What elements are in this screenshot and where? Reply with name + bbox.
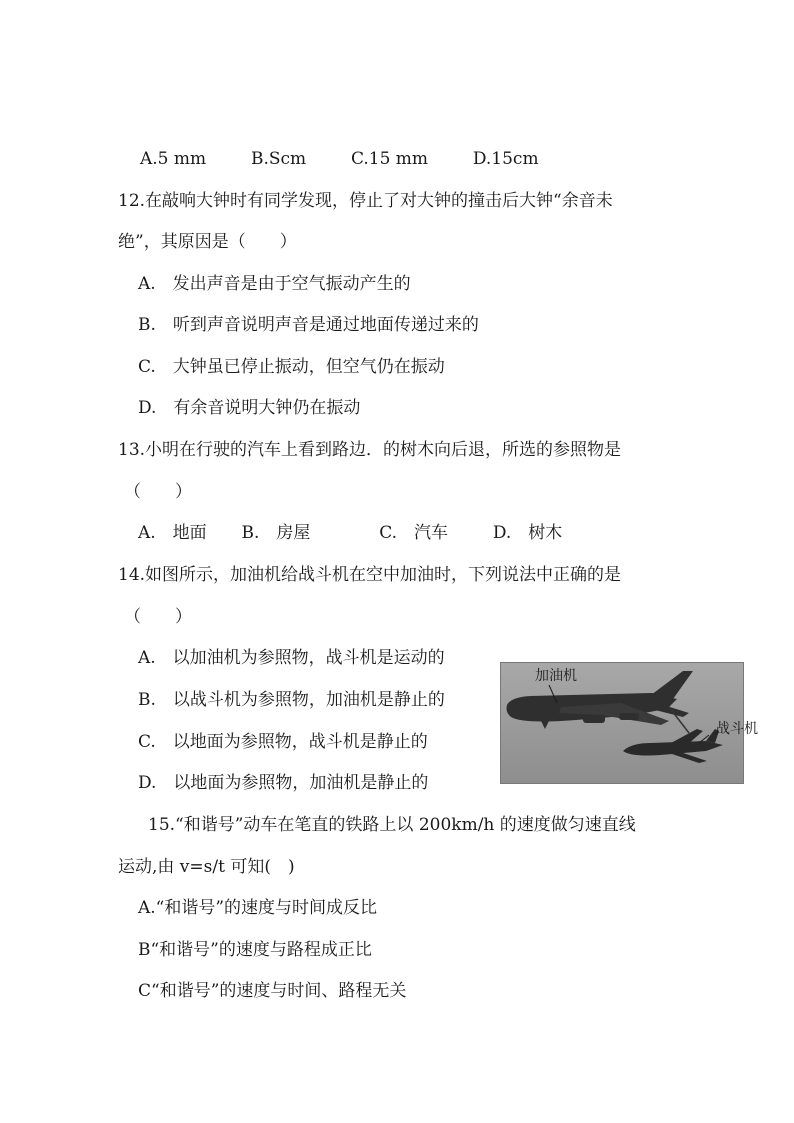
q12-option-b: B. 听到声音说明声音是通过地面传递过来的: [138, 315, 479, 335]
q13-stem-line1: 13.小明在行驶的汽车上看到路边．的树木向后退，所选的参照物是: [118, 440, 622, 460]
q11-option-b: B.Scm: [250, 149, 307, 169]
q11-option-a: A.5 mm: [140, 149, 207, 169]
q15-option-c: C“和谐号”的速度与时间、路程无关: [138, 981, 407, 1001]
q14-stem-line2: （ ）: [124, 607, 192, 627]
q13-option-b: B. 房屋: [241, 523, 311, 543]
q12-stem-line1: 12.在敲响大钟时有同学发现，停止了对大钟的撞击后大钟“余音未: [118, 191, 613, 211]
q15-stem-line1: 15.“和谐号”动车在笔直的铁路上以 200km/h 的速度做匀速直线: [148, 815, 636, 835]
q12-option-d: D. 有余音说明大钟仍在振动: [138, 398, 361, 418]
q13-option-d: D. 树木: [492, 523, 563, 543]
q13-options: [138, 522, 562, 544]
q14-option-c: C. 以地面为参照物，战斗机是静止的: [138, 732, 428, 752]
q15-stem-line2: 运动,由 v=s/t 可知( ): [118, 857, 295, 877]
q12-stem-line2: 绝”，其原因是（ ）: [118, 232, 297, 252]
q15-option-b: B“和谐号”的速度与路程成正比: [138, 940, 372, 960]
q11-option-c: C.15 mm: [350, 149, 429, 169]
q14-stem-line1: 14.如图所示，加油机给战斗机在空中加油时，下列说法中正确的是: [118, 565, 622, 585]
q14-option-a: A. 以加油机为参照物，战斗机是运动的: [138, 648, 445, 668]
fighter-label: 战斗机: [716, 721, 758, 737]
q13-option-c: C. 汽车: [379, 523, 449, 543]
q14-option-b: B. 以战斗机为参照物，加油机是静止的: [138, 690, 445, 710]
q15-option-a: A.“和谐号”的速度与时间成反比: [138, 898, 378, 918]
q13-option-a: A. 地面: [138, 523, 207, 543]
q13-stem-line2: （ ）: [124, 482, 192, 502]
tanker-label: 加油机: [535, 668, 577, 684]
q11-option-d: D.15cm: [472, 149, 539, 169]
q12-option-a: A. 发出声音是由于空气振动产生的: [138, 274, 411, 294]
q11-options: [140, 148, 539, 170]
refueling-photo: [500, 662, 744, 784]
q14-option-d: D. 以地面为参照物，加油机是静止的: [138, 773, 429, 793]
q12-option-c: C. 大钟虽已停止振动，但空气仍在振动: [138, 357, 445, 377]
